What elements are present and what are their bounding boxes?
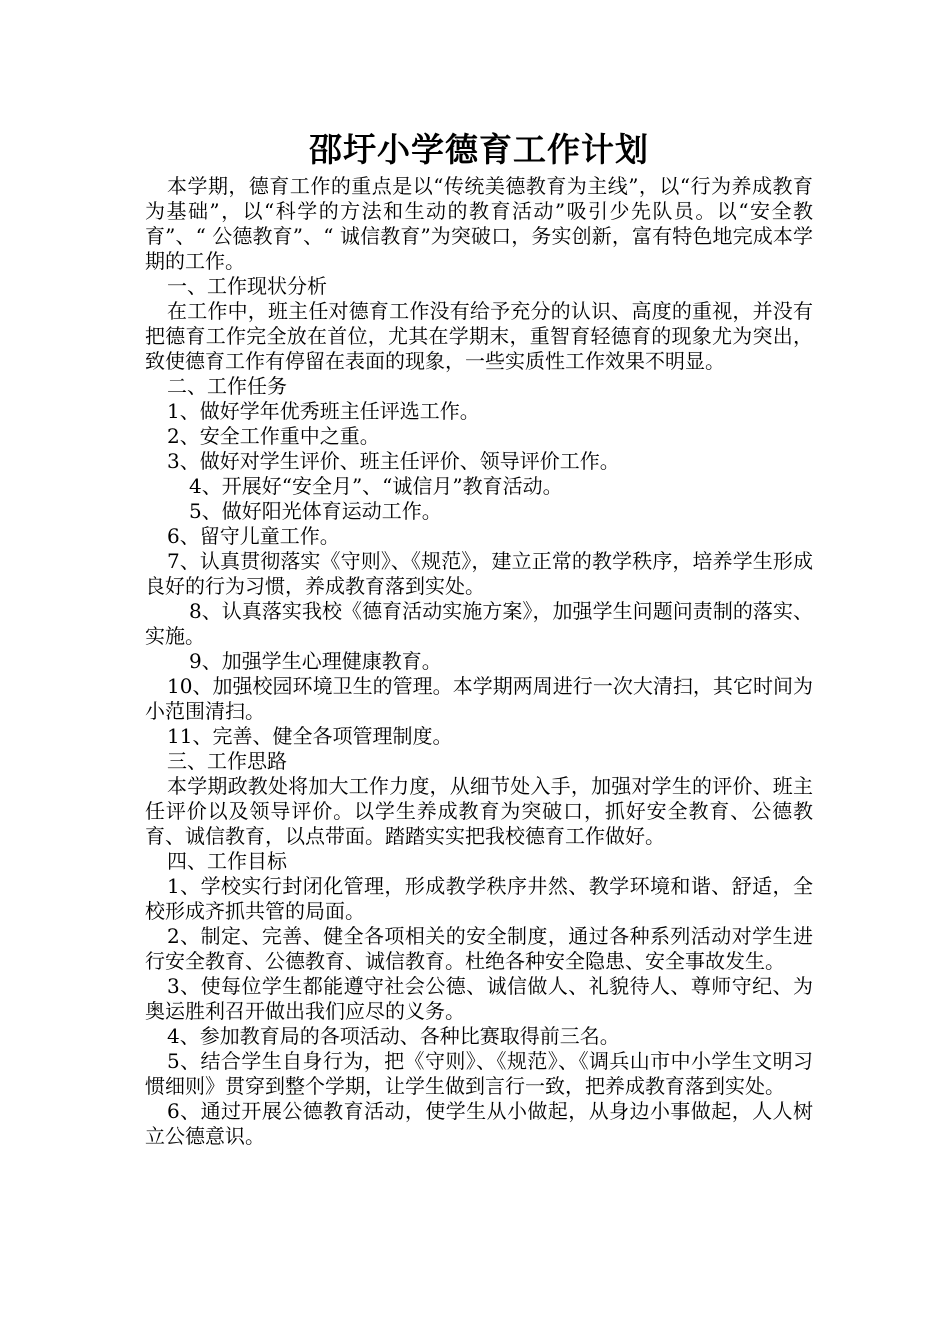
goal-item: 4、参加教育局的各项活动、各种比赛取得前三名。 xyxy=(167,1024,620,1048)
goal-item: 1、学校实行封闭化管理，形成教学秩序井然、教学环境和谐、舒适，全校形成齐抓共管的局面。 xyxy=(145,874,813,923)
task-item: 10、加强校园环境卫生的管理。本学期两周进行一次大清扫，其它时间为小范围清扫。 xyxy=(145,674,813,723)
approach-paragraph: 本学期政教处将加大工作力度，从细节处入手，加强对学生的评价、班主任评价以及领导评价。以学生养成教育为突破口，抓好安全教育、公德教育、诚信教育，以点带面。踏踏实实把我校德育工作做好。 xyxy=(145,774,813,848)
goal-item: 3、使每位学生都能遵守社会公德、诚信做人、礼貌待人、尊师守纪、为奥运胜利召开做出我们应尽的义务。 xyxy=(145,974,813,1023)
task-item: 4、开展好“安全月”、“诚信月”教育活动。 xyxy=(189,474,563,498)
task-item: 3、做好对学生评价、班主任评价、领导评价工作。 xyxy=(167,449,620,473)
task-item: 2、安全工作重中之重。 xyxy=(167,424,380,448)
section-heading-status: 一、工作现状分析 xyxy=(167,274,327,298)
section-heading-goals: 四、工作目标 xyxy=(167,849,287,873)
task-item: 8、认真落实我校《德育活动实施方案》，加强学生问题问责制的落实、实施。 xyxy=(145,599,813,648)
document-page xyxy=(145,128,813,1149)
section-heading-approach: 三、工作思路 xyxy=(167,749,287,773)
task-item: 5、做好阳光体育运动工作。 xyxy=(189,499,442,523)
goal-item: 5、结合学生自身行为，把《守则》、《规范》、《调兵山市中小学生文明习惯细则》贯穿到整个学期，让学生做到言行一致，把养成教育落到实处。 xyxy=(145,1049,813,1098)
task-item: 1、做好学年优秀班主任评选工作。 xyxy=(167,399,480,423)
task-item: 7、认真贯彻落实《守则》、《规范》，建立正常的教学秩序，培养学生形成良好的行为习惯，养成教育落到实处。 xyxy=(145,549,813,598)
status-paragraph: 在工作中，班主任对德育工作没有给予充分的认识、高度的重视，并没有把德育工作完全放在首位，尤其在学期末，重智育轻德育的现象尤为突出，致使德育工作有停留在表面的现象，一些实质性工作效果不明显。 xyxy=(145,299,813,373)
goal-item: 6、通过开展公德教育活动，使学生从小做起，从身边小事做起，人人树立公德意识。 xyxy=(145,1099,813,1148)
task-item: 11、完善、健全各项管理制度。 xyxy=(167,724,453,748)
intro-paragraph: 本学期，德育工作的重点是以“传统美德教育为主线”，以“行为养成教育为基础”，以“科学的方法和生动的教育活动”吸引少先队员。以“安全教育”、“ 公德教育”、“ 诚信教育”为突破口，务实创新，富有特色地完成本学期的工作。 xyxy=(145,174,813,273)
document-title: 邵圩小学德育工作计划 xyxy=(309,130,649,169)
task-item: 9、加强学生心理健康教育。 xyxy=(189,649,442,673)
task-item: 6、留守儿童工作。 xyxy=(167,524,340,548)
goal-item: 2、制定、完善、健全各项相关的安全制度，通过各种系列活动对学生进行安全教育、公德教育、诚信教育。杜绝各种安全隐患、安全事故发生。 xyxy=(145,924,813,973)
section-heading-tasks: 二、工作任务 xyxy=(167,374,287,398)
